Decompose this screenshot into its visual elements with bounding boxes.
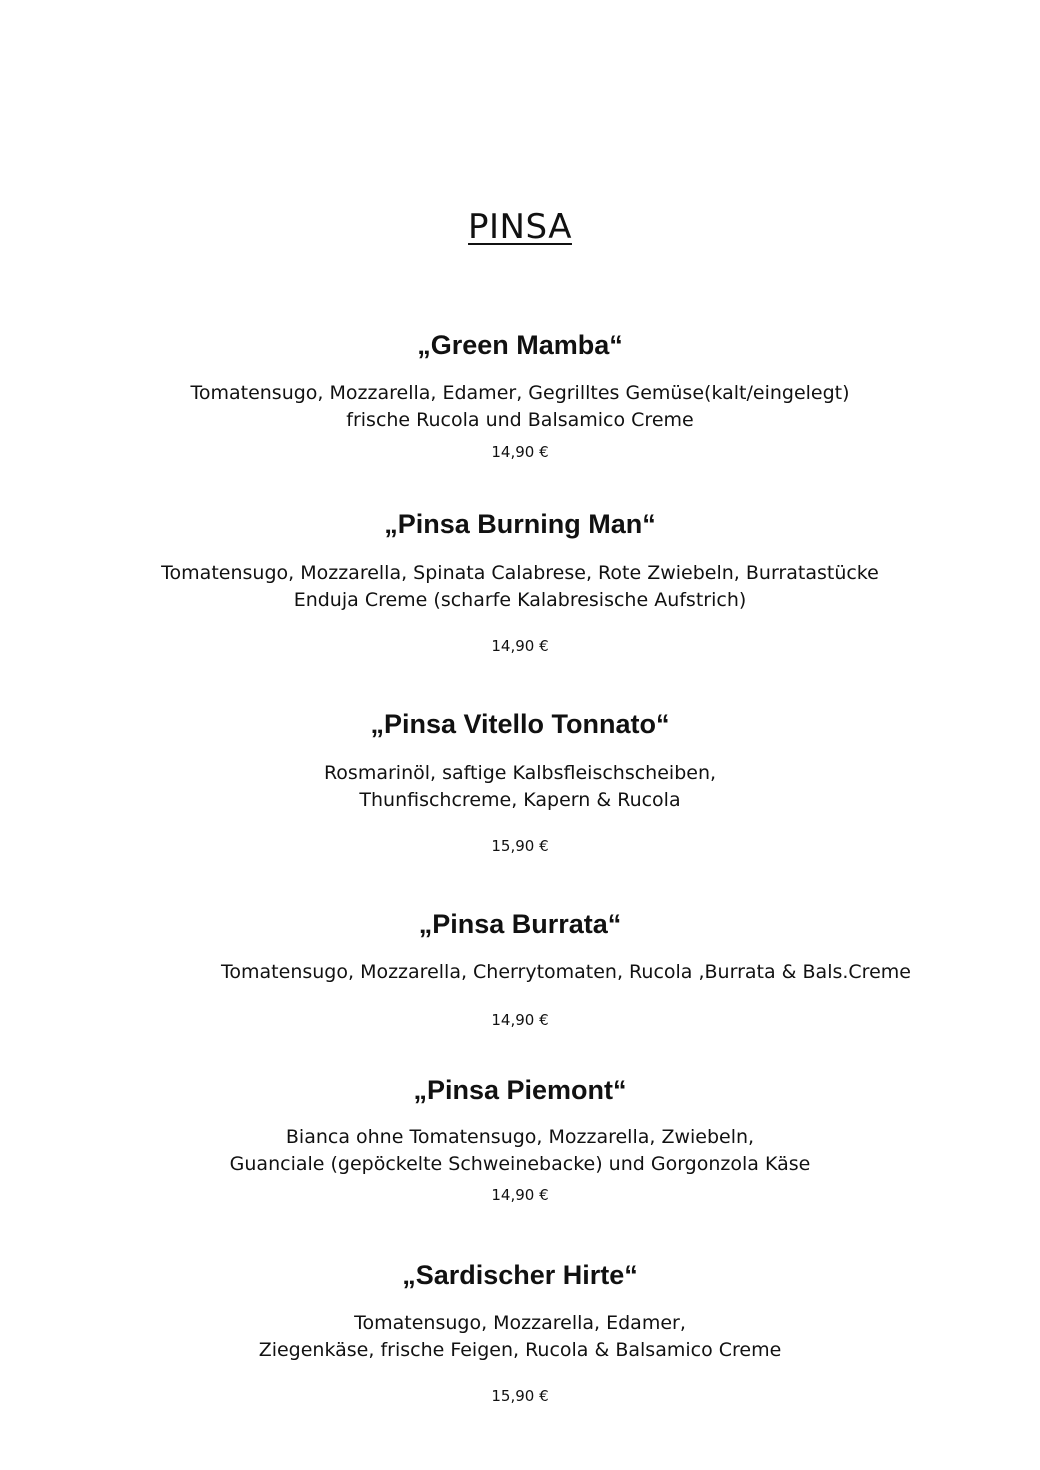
- item-price: 14,90 €: [491, 1186, 549, 1204]
- item-description-line: Enduja Creme (scharfe Kalabresische Aufstrich): [293, 589, 747, 611]
- item-price: 15,90 €: [491, 1387, 549, 1405]
- item-description-line: Rosmarinöl, saftige Kalbsfleischscheiben,: [323, 762, 717, 784]
- item-price: 15,90 €: [491, 837, 549, 855]
- item-name: „Pinsa Piemont“: [413, 1075, 627, 1105]
- item-description-line: Guanciale (gepöckelte Schweinebacke) und Gorgonzola Käse: [229, 1153, 811, 1175]
- page-title: PINSA: [468, 207, 572, 247]
- item-description-line: Thunfischcreme, Kapern & Rucola: [359, 789, 681, 811]
- item-name: „Pinsa Burrata“: [418, 909, 622, 939]
- item-name: „Pinsa Burning Man“: [384, 509, 656, 539]
- item-description-line: Ziegenkäse, frische Feigen, Rucola & Balsamico Creme: [258, 1339, 782, 1361]
- item-name: „Sardischer Hirte“: [402, 1260, 638, 1290]
- item-name: „Green Mamba“: [417, 330, 623, 360]
- item-price: 14,90 €: [491, 443, 549, 461]
- item-price: 14,90 €: [491, 1011, 549, 1029]
- item-price: 14,90 €: [491, 637, 549, 655]
- item-description-line: Tomatensugo, Mozzarella, Cherrytomaten, Rucola ,Burrata & Bals.Creme: [221, 961, 911, 983]
- item-description-line: Tomatensugo, Mozzarella, Spinata Calabrese, Rote Zwiebeln, Burratastücke: [161, 562, 879, 584]
- item-description-line: Tomatensugo, Mozzarella, Edamer, Gegrilltes Gemüse(kalt/eingelegt): [190, 382, 850, 404]
- item-description-line: Bianca ohne Tomatensugo, Mozzarella, Zwiebeln,: [285, 1126, 755, 1148]
- item-description-line: frische Rucola und Balsamico Creme: [346, 409, 694, 431]
- item-name: „Pinsa Vitello Tonnato“: [370, 709, 670, 739]
- item-description-line: Tomatensugo, Mozzarella, Edamer,: [354, 1312, 686, 1334]
